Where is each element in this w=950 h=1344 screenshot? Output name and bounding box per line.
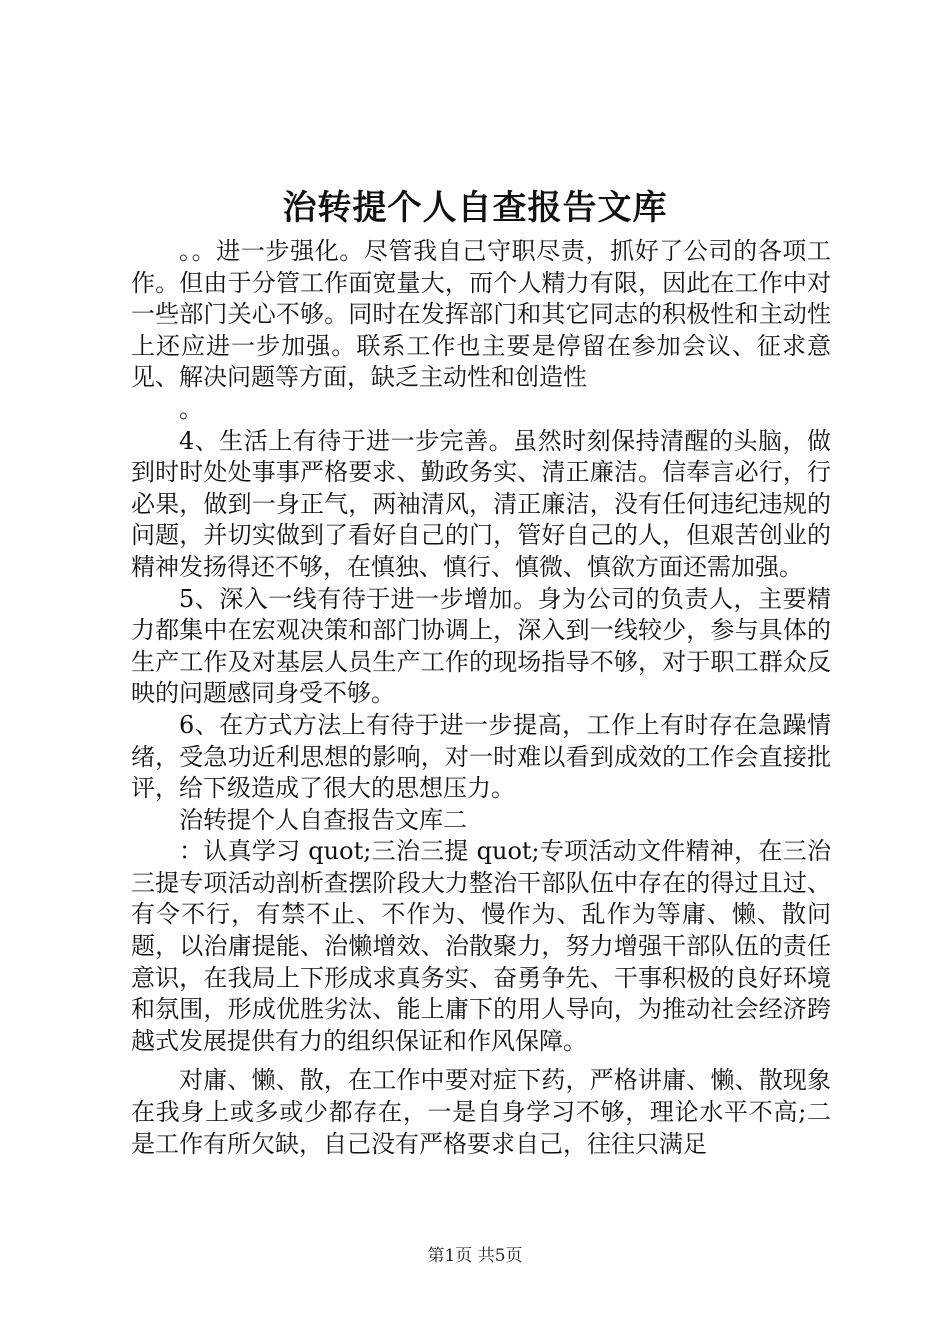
paragraph-6: ：认真学习 quot;三治三提 quot;专项活动文件精神，在三治三提专项活动剖析查摆阶段大力整治干部队伍中存在的得过且过、有令不行，有禁不止、不作为、慢作为、乱作为等庸、懒、散问题，以治庸提能、治懒增效、治散聚力，努力增强干部队伍的责任意识，在我局上下形成求真务实、奋勇争先、干事积极的良好环境和氛围，形成优胜劣汰、能上庸下的用人导向，为推动社会经济跨越式发展提供有力的组织保证和作风保障。 (131, 837, 831, 1055)
paragraph-3: 4、生活上有待于进一步完善。虽然时刻保持清醒的头脑，做到时时处处事事严格要求、勤政务实、清正廉洁。信奉言必行，行必果，做到一身正气，两袖清风，清正廉洁，没有任何违纪违规的问题，并切实做到了看好自己的门，管好自己的人，但艰苦创业的精神发扬得还不够，在慎独、慎行、慎微、慎欲方面还需加强。 (131, 426, 831, 581)
paragraph-7: 对庸、懒、散，在工作中要对症下药，严格讲庸、懒、散现象在我身上或多或少都存在，一是自身学习不够，理论水平不高;二是工作有所欠缺，自己没有严格要求自己，往往只满足 (131, 1066, 831, 1158)
paragraph-4: 5、深入一线有待于进一步增加。身为公司的负责人，主要精力都集中在宏观决策和部门协调上，深入到一线较少，参与具体的生产工作及对基层人员生产工作的现场指导不够，对于职工群众反映的问题感同身受不够。 (131, 584, 831, 708)
page-footer: 第1页 共5页 (427, 1246, 523, 1266)
section-heading: 治转提个人自查报告文库二 (179, 805, 467, 834)
paragraph-5: 6、在方式方法上有待于进一步提高，工作上有时存在急躁情绪，受急功近利思想的影响，对一时难以看到成效的工作会直接批评，给下级造成了很大的思想压力。 (131, 710, 831, 803)
paragraph-1: 。。进一步强化。尽管我自己守职尽责，抓好了公司的各项工作。但由于分管工作面宽量大，而个人精力有限，因此在工作中对一些部门关心不够。同时在发挥部门和其它同志的积极性和主动性上还应进一步加强。联系工作也主要是停留在参加会议、征求意见、解决问题等方面，缺乏主动性和创造性 (131, 237, 831, 392)
document-body (131, 236, 831, 1160)
paragraph-2: 。 (179, 394, 203, 423)
document-title: 治转提个人自查报告文库 (282, 188, 668, 228)
